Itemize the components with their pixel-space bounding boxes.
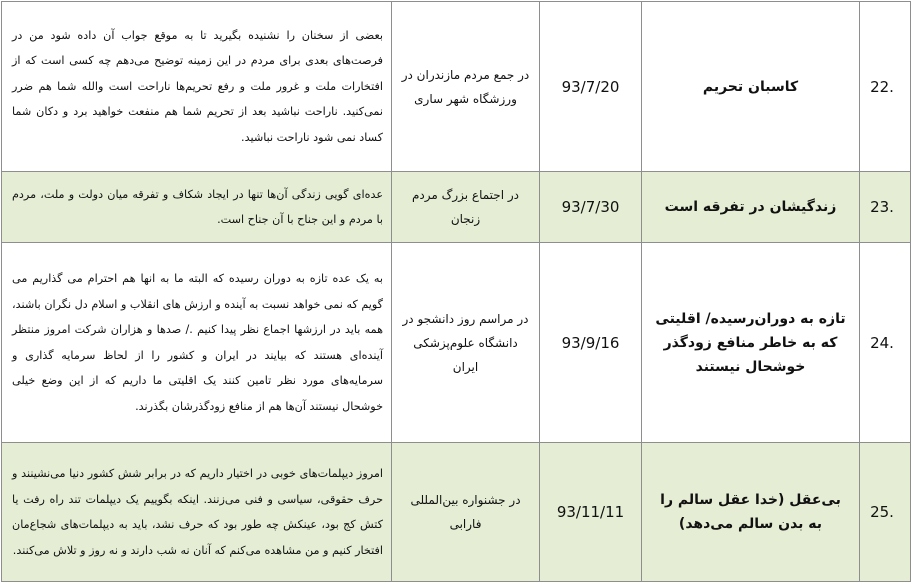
row-date-cell (540, 443, 642, 582)
row-title: تازه به دوران‌رسیده/ اقلیتی که به خاطر منافع زودگذر خوشحال نیستند (642, 243, 860, 443)
row-title: بی‌عقل (خدا عقل سالم را به بدن سالم می‌دهد) (642, 443, 860, 582)
row-date-cell (540, 2, 642, 172)
row-quote: عده‌ای گویی زندگی آن‌ها تنها در ایجاد شکاف و تفرقه میان دولت و ملت، مردم با مردم و این جناح با آن جناح است. (2, 172, 392, 243)
row-date: 93/7/20 (561, 77, 620, 96)
row-date-cell (540, 243, 642, 443)
row-number: 22. (860, 2, 911, 172)
row-date: 93/11/11 (556, 503, 625, 521)
document-page (1, 1, 910, 581)
row-quote: بعضی از سخنان را نشنیده بگیرید تا به موقع جواب آن داده شود من در فرصت‌های بعدی برای مردم در این زمینه توضیح می‌دهم چه کسی است که از افتخارات ملت و غرور ملت و رفع تحریم‌ها ناراحت است والله شما هم ضرر نمی‌کنید. ناراحت نباشید بعد از تحریم شما هم منفعت خواهید برد و دکان شما کساد نمی شود ناراحت نباشید. (2, 2, 392, 172)
table-row (2, 243, 911, 443)
row-quote: امروز دیپلمات‌های خوبی در اختیار داریم که در برابر شش کشور دنیا می‌نشینند و حرف حقوقی، سیاسی و فنی می‌زنند. اینکه بگوییم یک دیپلمات تند راه رفت یا کتش کج بود، عینکش چه طور بود که حرف نشد، باید به دیپلمات‌های شجاع‌مان افتخار کنیم و من مشاهده می‌کنم که آنان نه شب دارند و نه روز و تلاش می‌کنند. (2, 443, 392, 582)
table-row (2, 2, 911, 172)
quotes-table (1, 1, 911, 582)
row-quote: به یک عده تازه به دوران رسیده که البته ما به انها هم احترام می گذاریم می گویم که نمی خواهد نسبت به آینده و ارزش های انقلاب و اسلام دل نگران باشند، همه باید در ارزشها اجماع نظر پیدا کنیم ./ صدها و هزاران شرکت امروز منتظر آینده‌ای هستند که بیایند در ایران و کشور را از لحاظ سرمایه گذاری و سرمایه‌های مورد نظر تامین کنند یک اقلیتی ما داریم که از این وضع خیلی خوشحال نیستند آن‌ها هم از منافع زودگذرشان بگذرند. (2, 243, 392, 443)
table-row (2, 172, 911, 243)
row-title: کاسبان تحریم (642, 2, 860, 172)
row-date-cell (540, 172, 642, 243)
row-place: در مراسم روز دانشجو در دانشگاه علوم‌پزشکی ایران (392, 243, 540, 443)
row-number: 23. (860, 172, 911, 243)
table-row (2, 443, 911, 582)
row-number: 25. (860, 443, 911, 582)
row-title: زندگیشان در تفرقه است (642, 172, 860, 243)
row-place: در جمع مردم مازندران در ورزشگاه شهر ساری (392, 2, 540, 172)
row-date: 93/7/30 (561, 198, 620, 216)
row-number: 24. (860, 243, 911, 443)
row-place: در اجتماع بزرگ مردم زنجان (392, 172, 540, 243)
row-date: 93/9/16 (561, 333, 620, 352)
row-place: در جشنواره بین‌المللی فارابی (392, 443, 540, 582)
